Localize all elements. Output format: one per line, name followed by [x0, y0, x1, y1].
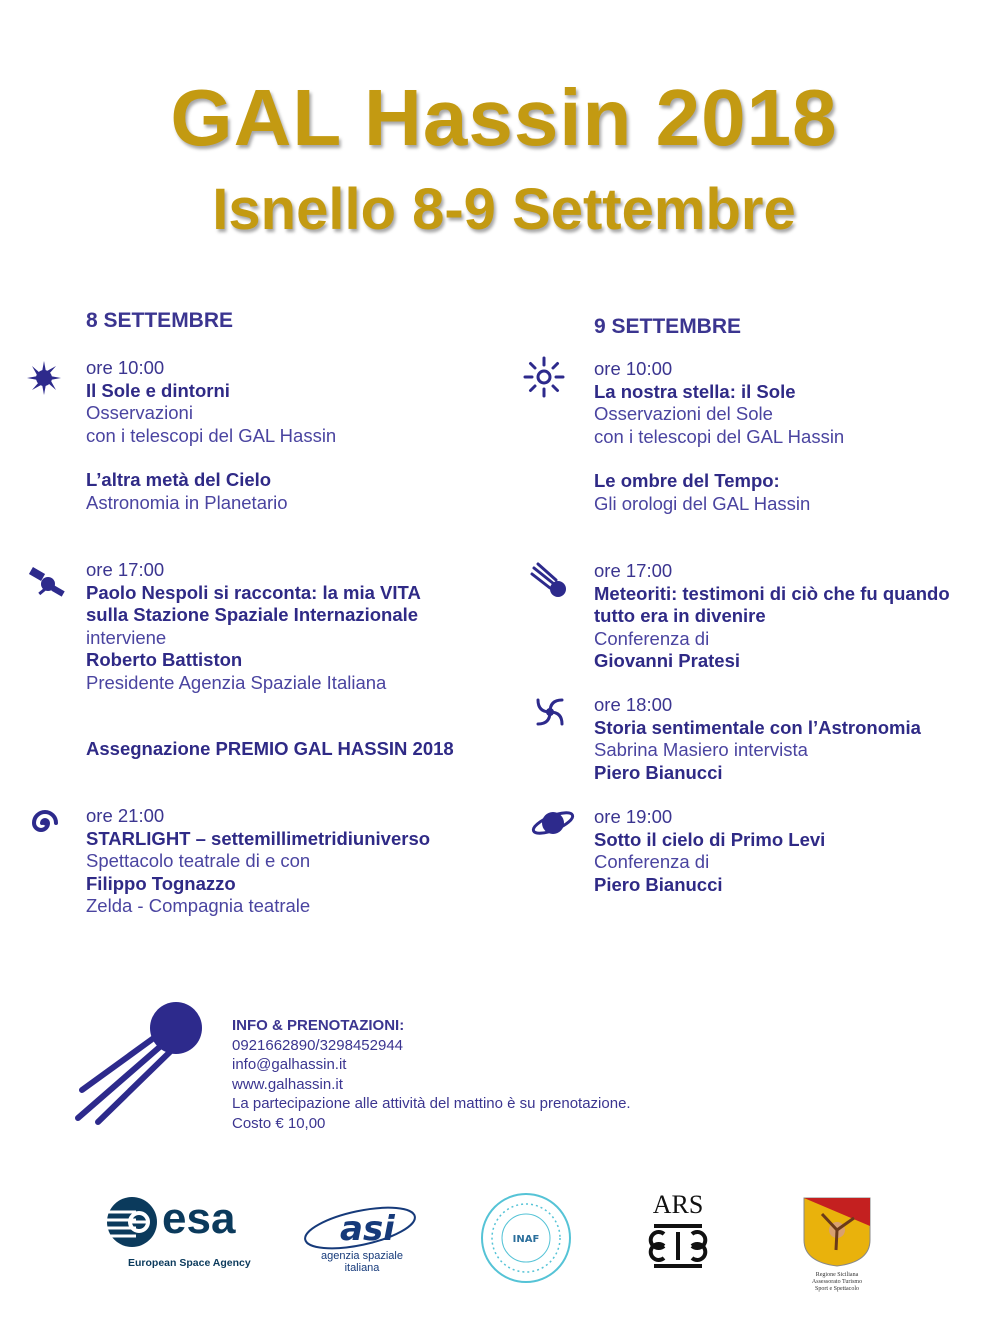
day1-label: 8 SETTEMBRE [86, 309, 234, 332]
inaf-seal-icon [480, 1192, 572, 1284]
event-time: ore 10:00 [86, 357, 165, 378]
event-time: ore 17:00 [86, 559, 165, 580]
event-d2-morning [594, 358, 844, 515]
asi-emblem-icon [300, 1198, 424, 1250]
event-title: Le ombre del Tempo: [594, 470, 780, 491]
event-line: Gli orologi del GAL Hassin [594, 492, 811, 514]
trinacria-shield-icon [800, 1196, 874, 1268]
day2-label: 9 SETTEMBRE [594, 315, 742, 338]
event-line: con i telescopi del GAL Hassin [86, 424, 337, 446]
event-d1-evening [86, 805, 430, 918]
asi-caption: agenzia spaziale italiana [321, 1250, 403, 1274]
spiral-galaxy-icon [530, 692, 570, 732]
ars-emblem-icon [648, 1220, 708, 1272]
event-line: con i telescopi del GAL Hassin [594, 425, 845, 447]
event-line: Presidente Agenzia Spaziale Italiana [86, 671, 387, 693]
info-heading: INFO & PRENOTAZIONI: [232, 1017, 405, 1034]
esa-emblem-icon [106, 1196, 158, 1248]
event-time: ore 10:00 [594, 358, 673, 379]
page-subtitle: Isnello 8-9 Settembre [212, 177, 796, 242]
meteor-icon [530, 562, 570, 602]
event-title: STARLIGHT – settemillimetridiuniverso [86, 827, 431, 849]
event-line: Conferenza di [594, 627, 710, 649]
event-title: Il Sole e dintorni [86, 379, 230, 401]
event-d2-afternoon [594, 560, 950, 673]
event-speaker: Giovanni Pratesi [594, 650, 740, 671]
sun-icon [522, 355, 566, 399]
ars-logo [648, 1190, 708, 1277]
event-speaker: Roberto Battiston [86, 649, 243, 670]
event-line: Zelda - Compagnia teatrale [86, 895, 311, 916]
galaxy-icon [28, 806, 62, 840]
esa-caption: European Space Agency [128, 1257, 251, 1269]
event-line: Osservazioni [86, 402, 193, 423]
event-time: ore 19:00 [594, 806, 673, 827]
event-title: La nostra stella: il Sole [594, 380, 796, 402]
event-d2-evening [594, 806, 825, 896]
info-website[interactable]: www.galhassin.it [232, 1075, 343, 1093]
regione-siciliana-logo [800, 1196, 874, 1292]
event-time: ore 21:00 [86, 805, 165, 826]
event-title: L’altra metà del Cielo [86, 469, 272, 490]
regione-caption: Regione Siciliana Assessorato Turismo Sport e Spettacolo [811, 1272, 863, 1292]
event-speaker: Piero Bianucci [594, 761, 723, 783]
asi-logo [300, 1198, 424, 1278]
event-d2-late-afternoon [594, 694, 921, 784]
event-speaker: Filippo Tognazzo [86, 872, 236, 894]
event-line: Sabrina Masiero intervista [594, 739, 808, 760]
event-title: Storia sentimentale con l’Astronomia [594, 716, 921, 738]
event-title: sulla Stazione Spaziale Internazionale [86, 604, 419, 625]
event-title: tutto era in divenire [594, 605, 766, 626]
esa-wordmark: esa [162, 1194, 236, 1243]
info-section [232, 1016, 631, 1133]
info-note: La partecipazione alle attività del mattino è su prenotazione. [232, 1095, 631, 1112]
inaf-logo [480, 1192, 572, 1289]
svg-text:INAF: INAF [512, 1234, 540, 1245]
event-line: Astronomia in Planetario [86, 491, 288, 513]
event-line: interviene [86, 626, 167, 648]
info-email[interactable]: info@galhassin.it [232, 1056, 347, 1073]
event-speaker: Piero Bianucci [594, 873, 723, 895]
sun-burst-icon [26, 360, 62, 396]
award-line: Assegnazione PREMIO GAL HASSIN 2018 [86, 738, 454, 759]
info-cost: Costo € 10,00 [232, 1114, 326, 1132]
event-line: Conferenza di [594, 851, 710, 872]
event-time: ore 18:00 [594, 694, 673, 715]
event-d1-morning [86, 357, 336, 514]
event-title: Paolo Nespoli si racconta: la mia VITA [86, 581, 421, 603]
svg-text:asi: asi [340, 1209, 395, 1249]
info-phone: 0921662890/3298452944 [232, 1036, 404, 1054]
ars-wordmark: ARS [652, 1190, 704, 1219]
satellite-icon [28, 566, 66, 602]
event-line: Spettacolo teatrale di e con [86, 850, 311, 871]
event-line: Osservazioni del Sole [594, 403, 773, 424]
event-title: Sotto il cielo di Primo Levi [594, 828, 826, 850]
event-time: ore 17:00 [594, 560, 673, 581]
event-title: Meteoriti: testimoni di ciò che fu quando [594, 582, 950, 604]
sputnik-icon [70, 998, 202, 1126]
planet-icon [530, 804, 576, 842]
event-d1-afternoon [86, 559, 421, 694]
page-title: GAL Hassin 2018 [170, 73, 838, 162]
